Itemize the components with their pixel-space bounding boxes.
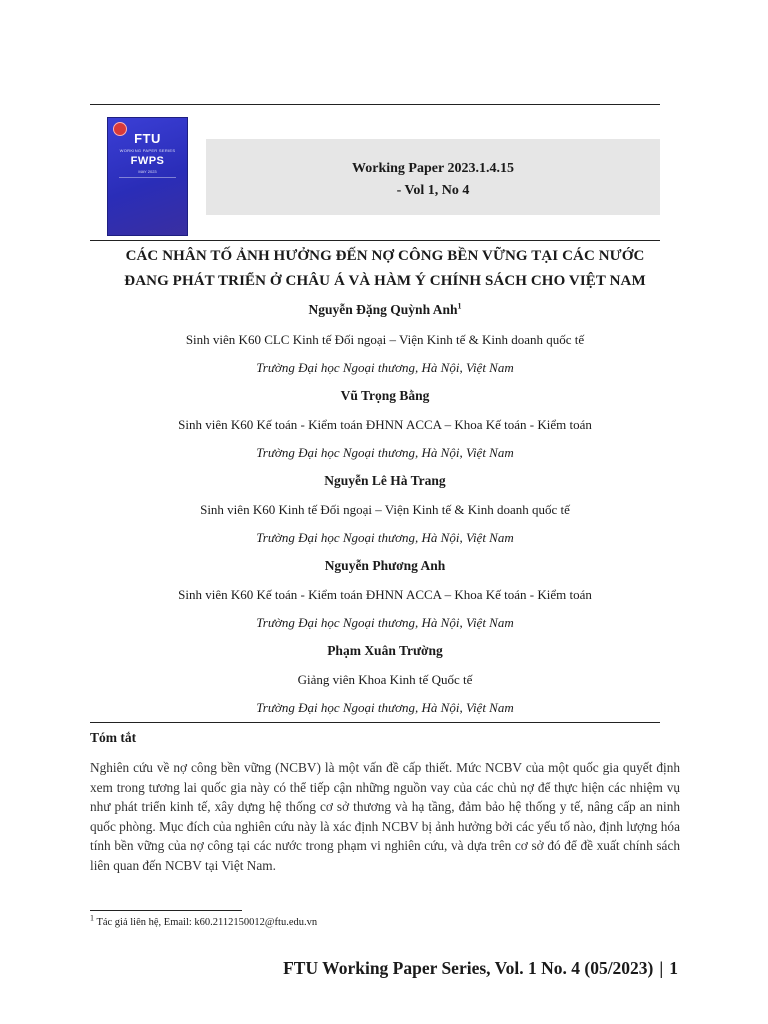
working-paper-box: [206, 139, 660, 215]
footer-series: FTU Working Paper Series, Vol. 1 No. 4 (05/2023): [283, 958, 654, 978]
cover-image: [107, 117, 188, 236]
top-rule: [90, 104, 660, 105]
author-affiliation: Sinh viên K60 Kế toán - Kiểm toán ĐHNN ACCA – Khoa Kế toán - Kiểm toán: [178, 417, 592, 432]
footnote-rule: [90, 910, 242, 911]
author-affiliation: Sinh viên K60 Kinh tế Đối ngoại – Viện Kinh tế & Kinh doanh quốc tế: [200, 502, 570, 517]
abstract-text: Nghiên cứu về nợ công bền vững (NCBV) là một vấn đề cấp thiết. Mức NCBV của một quốc gia quyết định xem trong tương lai quốc gia này có thể tiếp cận những nguồn vay của các chủ nợ để thực hiện các nhiệm vụ như phát triển kinh tế, xây dựng hệ thống cơ sở thương và hạ tầng, đảm bảo hệ thống y tế, nâng cấp an ninh quốc phòng. Mục đích của nghiên cứu này là xác định NCBV bị ảnh hưởng bởi các yếu tố nào, định lượng hóa tính bền vững của nợ công tại các nước trong phạm vi nghiên cứu, và dựa trên cơ sở đó để đề xuất chính sách liên quan đến NCBV tại Việt Nam.: [90, 760, 680, 873]
cover-divider: [119, 177, 176, 178]
footnote-mark[interactable]: 1: [457, 301, 462, 311]
working-paper-volume: - Vol 1, No 4: [396, 183, 470, 198]
page-footer: [283, 958, 678, 979]
footnote-text: Tác giả liên hệ, Email: k60.2112150012@ftu.edu.vn: [96, 917, 318, 928]
author-affiliation: Sinh viên K60 Kế toán - Kiểm toán ĐHNN ACCA – Khoa Kế toán - Kiểm toán: [178, 587, 592, 602]
footnote: [90, 913, 318, 928]
author-affiliation: Giảng viên Khoa Kinh tế Quốc tế: [297, 672, 473, 687]
author-university: Trường Đại học Ngoại thương, Hà Nội, Việt Nam: [256, 360, 514, 375]
cover-meta: MAY 2023: [138, 169, 157, 174]
abstract-rule: [90, 722, 660, 723]
author-name: Nguyễn Lê Hà Trang: [324, 473, 446, 488]
page-number: 1: [669, 958, 678, 978]
cover-brand: FTU: [134, 131, 161, 146]
footer-separator: |: [659, 958, 664, 978]
working-paper-id: Working Paper 2023.1.4.15: [352, 161, 514, 176]
author-name: Phạm Xuân Trường: [327, 643, 443, 658]
author-name-text: Nguyễn Đặng Quỳnh Anh: [308, 302, 458, 317]
author-university: Trường Đại học Ngoại thương, Hà Nội, Việt Nam: [256, 615, 514, 630]
author-university: Trường Đại học Ngoại thương, Hà Nội, Việt Nam: [256, 700, 514, 715]
title-top-rule: [90, 240, 660, 241]
author-university: Trường Đại học Ngoại thương, Hà Nội, Việt Nam: [256, 530, 514, 545]
paper-title-line-1: CÁC NHÂN TỐ ẢNH HƯỞNG ĐẾN NỢ CÔNG BỀN VỮNG TẠI CÁC NƯỚC: [125, 248, 645, 264]
abstract-heading: Tóm tắt: [90, 730, 137, 745]
author-name: Vũ Trọng Bằng: [340, 388, 430, 403]
cover-subtitle: WORKING PAPER SERIES: [119, 148, 176, 153]
author-name: [90, 302, 680, 318]
author-name: Nguyễn Phương Anh: [324, 558, 446, 573]
author-affiliation: Sinh viên K60 CLC Kinh tế Đối ngoại – Viện Kinh tế & Kinh doanh quốc tế: [185, 332, 585, 347]
footnote-number: 1: [90, 913, 94, 923]
author-university: Trường Đại học Ngoại thương, Hà Nội, Việt Nam: [256, 445, 514, 460]
paper-title-line-2: ĐANG PHÁT TRIỂN Ở CHÂU Á VÀ HÀM Ý CHÍNH SÁCH CHO VIỆT NAM: [124, 273, 646, 289]
cover-series: FWPS: [130, 155, 165, 167]
